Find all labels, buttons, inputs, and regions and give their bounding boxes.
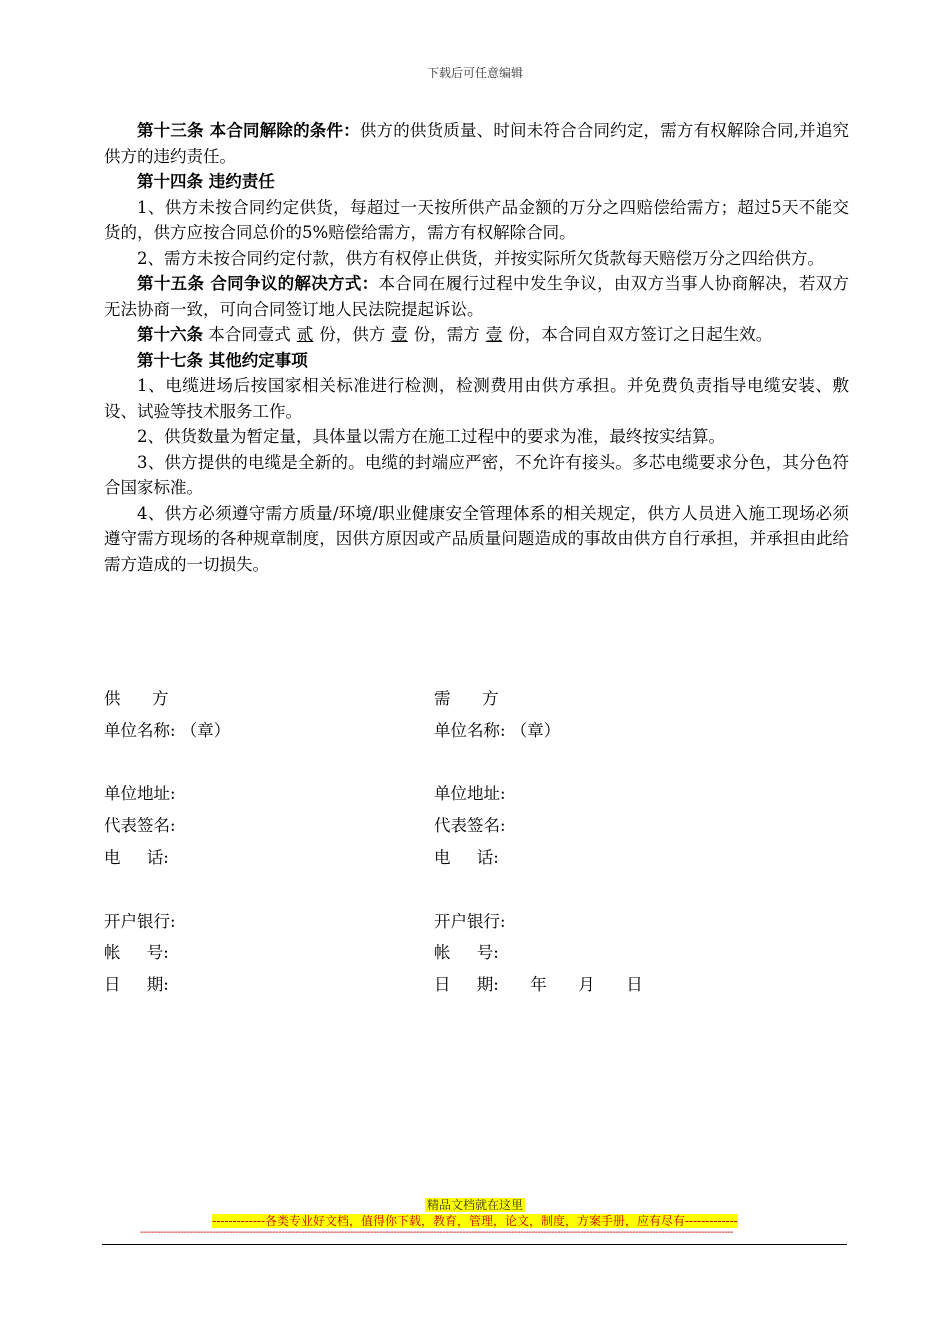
supplier-phone: 电 话: — [104, 847, 169, 867]
clause-14 — [104, 169, 849, 195]
signature-block — [104, 683, 849, 1001]
supplier-bank: 开户银行: — [104, 911, 176, 931]
clause-17-item: 1、电缆进场后按国家相关标准进行检测，检测费用由供方承担。并免费负责指导电缆安装、敷设、试验等技术服务工作。 — [104, 376, 849, 421]
buyer-copies: 壹 — [485, 325, 503, 344]
signature-row — [104, 683, 849, 715]
footer-title — [0, 1196, 950, 1213]
supplier-account: 帐 号: — [104, 943, 169, 963]
footer-ad-text: -------------各类专业好文档，值得你下载，教育，管理，论文，制度，方案手册，应有尽有------------- — [212, 1214, 738, 1228]
signature-row — [104, 969, 849, 1001]
supplier-copies: 壹 — [391, 325, 408, 344]
clause-17-item: 3、供方提供的电缆是全新的。电缆的封端应严密，不允许有接头。多芯电缆要求分色，其分色符合国家标准。 — [104, 452, 849, 497]
buyer-bank: 开户银行: — [434, 911, 506, 931]
signature-row — [104, 715, 849, 747]
clause-16-title: 第十六条 — [137, 325, 203, 344]
buyer-address: 单位地址: — [434, 784, 506, 804]
supplier-rep: 代表签名: — [104, 816, 176, 836]
signature-row — [104, 810, 849, 842]
total-copies: 贰 — [296, 325, 314, 344]
buyer-account: 帐 号: — [434, 943, 499, 963]
signature-row — [104, 778, 849, 810]
buyer-phone: 电 话: — [434, 847, 499, 867]
clause-14-item: 2、需方未按合同约定付款，供方有权停止供货，并按实际所欠货款每天赔偿万分之四给供方。 — [137, 248, 824, 268]
buyer-date: 日 期: 年 月 日 — [434, 975, 643, 995]
clause-13 — [104, 118, 849, 169]
clause-13-text: 供方的供货质量、时间未符合合同约定，需方有权解除合同,并追究供方的违约责任。 — [104, 121, 849, 166]
clause-16-text: 份，需方 — [413, 325, 480, 344]
clause-17-item: 2、供货数量为暂定量，具体量以需方在施工过程中的要求为准，最终按实结算。 — [137, 427, 725, 446]
clause-17-title: 第十七条 其他约定事项 — [137, 350, 308, 370]
clause-16-text: 份，供方 — [319, 325, 386, 344]
footer-title-text: 精品文档就在这里 — [426, 1198, 523, 1212]
supplier-date: 日 期: — [104, 975, 169, 995]
footer-dashes: -------------------------------------------------------------------------------------------------------------------------------------------------------------------------------------------------------------- — [140, 1227, 734, 1238]
clause-17 — [104, 348, 849, 374]
clause-15-title: 第十五条 合同争议的解决方式： — [137, 274, 379, 293]
clause-16-text: 本合同壹式 — [203, 325, 291, 344]
supplier-unit: 单位名称: （章） — [104, 720, 231, 740]
buyer-unit: 单位名称: （章） — [434, 720, 561, 740]
clause-15 — [104, 271, 849, 322]
buyer-rep: 代表签名: — [434, 816, 506, 836]
clause-17-item: 4、供方必须遵守需方质量/环境/职业健康安全管理体系的相关规定，供方人员进入施工现场必须遵守需方现场的各种规章制度，因供方原因或产品质量问题造成的事故由供方自行承担，并承担由此给需方造成的一切损失。 — [104, 503, 849, 574]
footer-rule — [102, 1244, 847, 1245]
clause-15-text: 本合同在履行过程中发生争议，由双方当事人协商解决，若双方无法协商一致，可向合同签订地人民法院提起诉讼。 — [104, 274, 850, 319]
signature-row — [104, 937, 849, 969]
signature-spacer — [104, 747, 849, 779]
buyer-heading: 需 方 — [434, 689, 499, 708]
signature-row — [104, 906, 849, 938]
clause-16-text: 份，本合同自双方签订之日起生效。 — [508, 325, 773, 344]
supplier-address: 单位地址: — [104, 784, 176, 804]
clause-14-title: 第十四条 违约责任 — [137, 172, 275, 191]
clause-13-title: 第十三条 本合同解除的条件： — [137, 121, 360, 140]
contract-body — [104, 118, 849, 577]
header-note: 下载后可任意编辑 — [426, 66, 523, 80]
clause-16 — [104, 322, 849, 348]
supplier-heading: 供 方 — [104, 689, 169, 708]
clause-14-item: 1、供方未按合同约定供货，每超过一天按所供产品金额的万分之四赔偿给需方；超过5天不能交货的，供方应按合同总价的5%赔偿给需方，需方有权解除合同。 — [104, 197, 849, 242]
signature-row — [104, 842, 849, 874]
signature-spacer — [104, 874, 849, 906]
